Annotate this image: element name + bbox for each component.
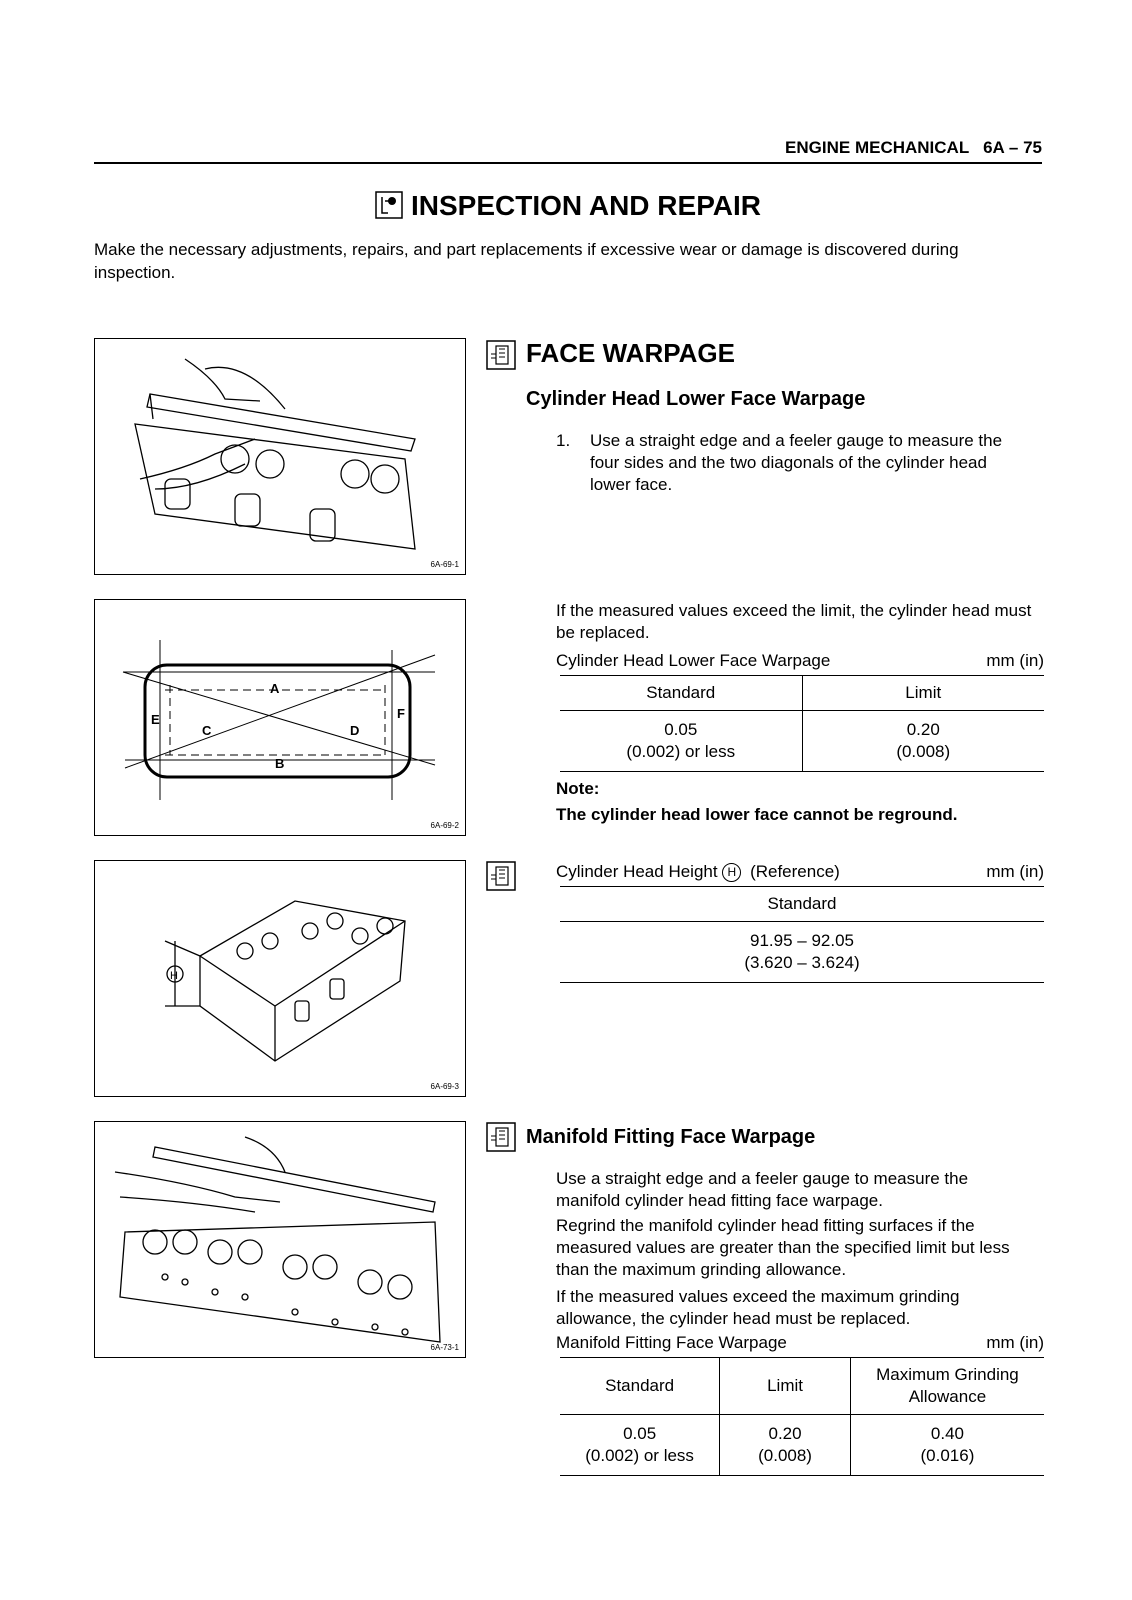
- intro-paragraph: Make the necessary adjustments, repairs, and part replacements if excessive wear or damage is discovered during inspection.: [94, 240, 959, 282]
- figure-manifold-face: [94, 1121, 466, 1358]
- figure-code: 6A-69-1: [430, 560, 459, 569]
- limit-cell: [802, 711, 1044, 772]
- manifold-caption-text: Manifold Fitting Face Warpage: [556, 1333, 787, 1352]
- col-limit: Limit: [905, 683, 942, 702]
- manifold-spec-table: [560, 1357, 1044, 1476]
- limit-value: 0.20: [768, 1424, 802, 1443]
- figure-code: 6A-69-3: [430, 1082, 459, 1091]
- manifold-face-illustration: [95, 1122, 465, 1357]
- measurement-diagram: [95, 600, 465, 835]
- limit-value: 0.20: [906, 720, 940, 739]
- header-rule: [94, 162, 1042, 164]
- straight-edge-illustration: [95, 339, 465, 574]
- section-heading: FACE WARPAGE: [526, 338, 735, 368]
- manifold-p1: Use a straight edge and a feeler gauge to measure the manifold cylinder head fitting face warpage.: [556, 1169, 969, 1210]
- label-d: D: [350, 723, 360, 738]
- col-max-grinding: Maximum Grinding Allowance: [876, 1365, 1019, 1406]
- label-b: B: [275, 756, 285, 771]
- standard-value-in: (0.002) or less: [585, 1446, 694, 1465]
- unit-label: mm (in): [986, 862, 1044, 881]
- height-caption: [556, 862, 1044, 882]
- manifold-heading: Manifold Fitting Face Warpage: [526, 1126, 816, 1148]
- warpage-spec-table: [560, 675, 1044, 772]
- page-title: [94, 190, 1042, 222]
- max-cell: [850, 1415, 1044, 1476]
- manifold-p3: If the measured values exceed the maximum grinding allowance, the cylinder head must be replaced.: [556, 1287, 960, 1328]
- height-spec-table: [560, 886, 1044, 983]
- limit-value-in: (0.008): [896, 742, 951, 761]
- standard-cell: [560, 1415, 720, 1476]
- measure-icon: [486, 861, 516, 891]
- height-caption-text: Cylinder Head Height: [556, 862, 718, 881]
- label-a: A: [270, 681, 280, 696]
- figure-measurement-diagram: [94, 599, 466, 836]
- figure-code: 6A-73-1: [430, 1343, 459, 1352]
- col-standard: Standard: [560, 676, 802, 711]
- measure-icon: [486, 340, 516, 370]
- height-value-in: (3.620 – 3.624): [744, 953, 860, 972]
- manifold-p2: Regrind the manifold cylinder head fitting surfaces if the measured values are greater than the specified limit but less than the maximum grinding allowance.: [556, 1216, 1010, 1279]
- figure-straight-edge-head: [94, 338, 466, 575]
- label-f: F: [397, 706, 405, 721]
- height-cell: [560, 922, 1044, 983]
- manifold-table-caption: [556, 1333, 1044, 1353]
- head-height-illustration: [95, 861, 465, 1096]
- height-label: H: [170, 970, 178, 982]
- subsection-heading: Cylinder Head Lower Face Warpage: [526, 388, 866, 410]
- label-e: E: [151, 712, 160, 727]
- table-caption: [556, 651, 1044, 671]
- unit-label: mm (in): [986, 651, 1044, 670]
- step-text: Use a straight edge and a feeler gauge to measure the four sides and the two diagonals of the cylinder head lower face.: [590, 431, 1003, 494]
- height-symbol: H: [722, 863, 741, 882]
- max-value: 0.40: [930, 1424, 964, 1443]
- page-header: ENGINE MECHANICAL 6A – 75: [785, 138, 1042, 157]
- col-limit: Limit: [720, 1358, 851, 1415]
- inspect-icon: [375, 191, 403, 219]
- figure-head-height: [94, 860, 466, 1097]
- note-label: Note:: [556, 779, 600, 798]
- figure-code: 6A-69-2: [430, 821, 459, 830]
- height-caption-ref: (Reference): [750, 862, 840, 881]
- max-value-in: (0.016): [920, 1446, 975, 1465]
- exceed-text: If the measured values exceed the limit, the cylinder head must be replaced.: [556, 601, 1032, 642]
- unit-label: mm (in): [986, 1333, 1044, 1352]
- page-title-text: INSPECTION AND REPAIR: [410, 190, 762, 221]
- label-c: C: [202, 723, 212, 738]
- note-text: The cylinder head lower face cannot be reground.: [556, 805, 958, 824]
- table-caption-text: Cylinder Head Lower Face Warpage: [556, 651, 831, 670]
- col-standard: Standard: [560, 1358, 720, 1415]
- col-standard: Standard: [767, 894, 837, 913]
- standard-value: 0.05: [623, 1424, 657, 1443]
- standard-value-in: (0.002) or less: [626, 742, 736, 761]
- measure-icon: [486, 1122, 516, 1152]
- standard-value: 0.05: [664, 720, 698, 739]
- step-number: 1.: [556, 431, 571, 450]
- height-value: 91.95 – 92.05: [750, 931, 854, 950]
- limit-value-in: (0.008): [758, 1446, 812, 1465]
- standard-cell: [560, 711, 802, 772]
- limit-cell: [720, 1415, 851, 1476]
